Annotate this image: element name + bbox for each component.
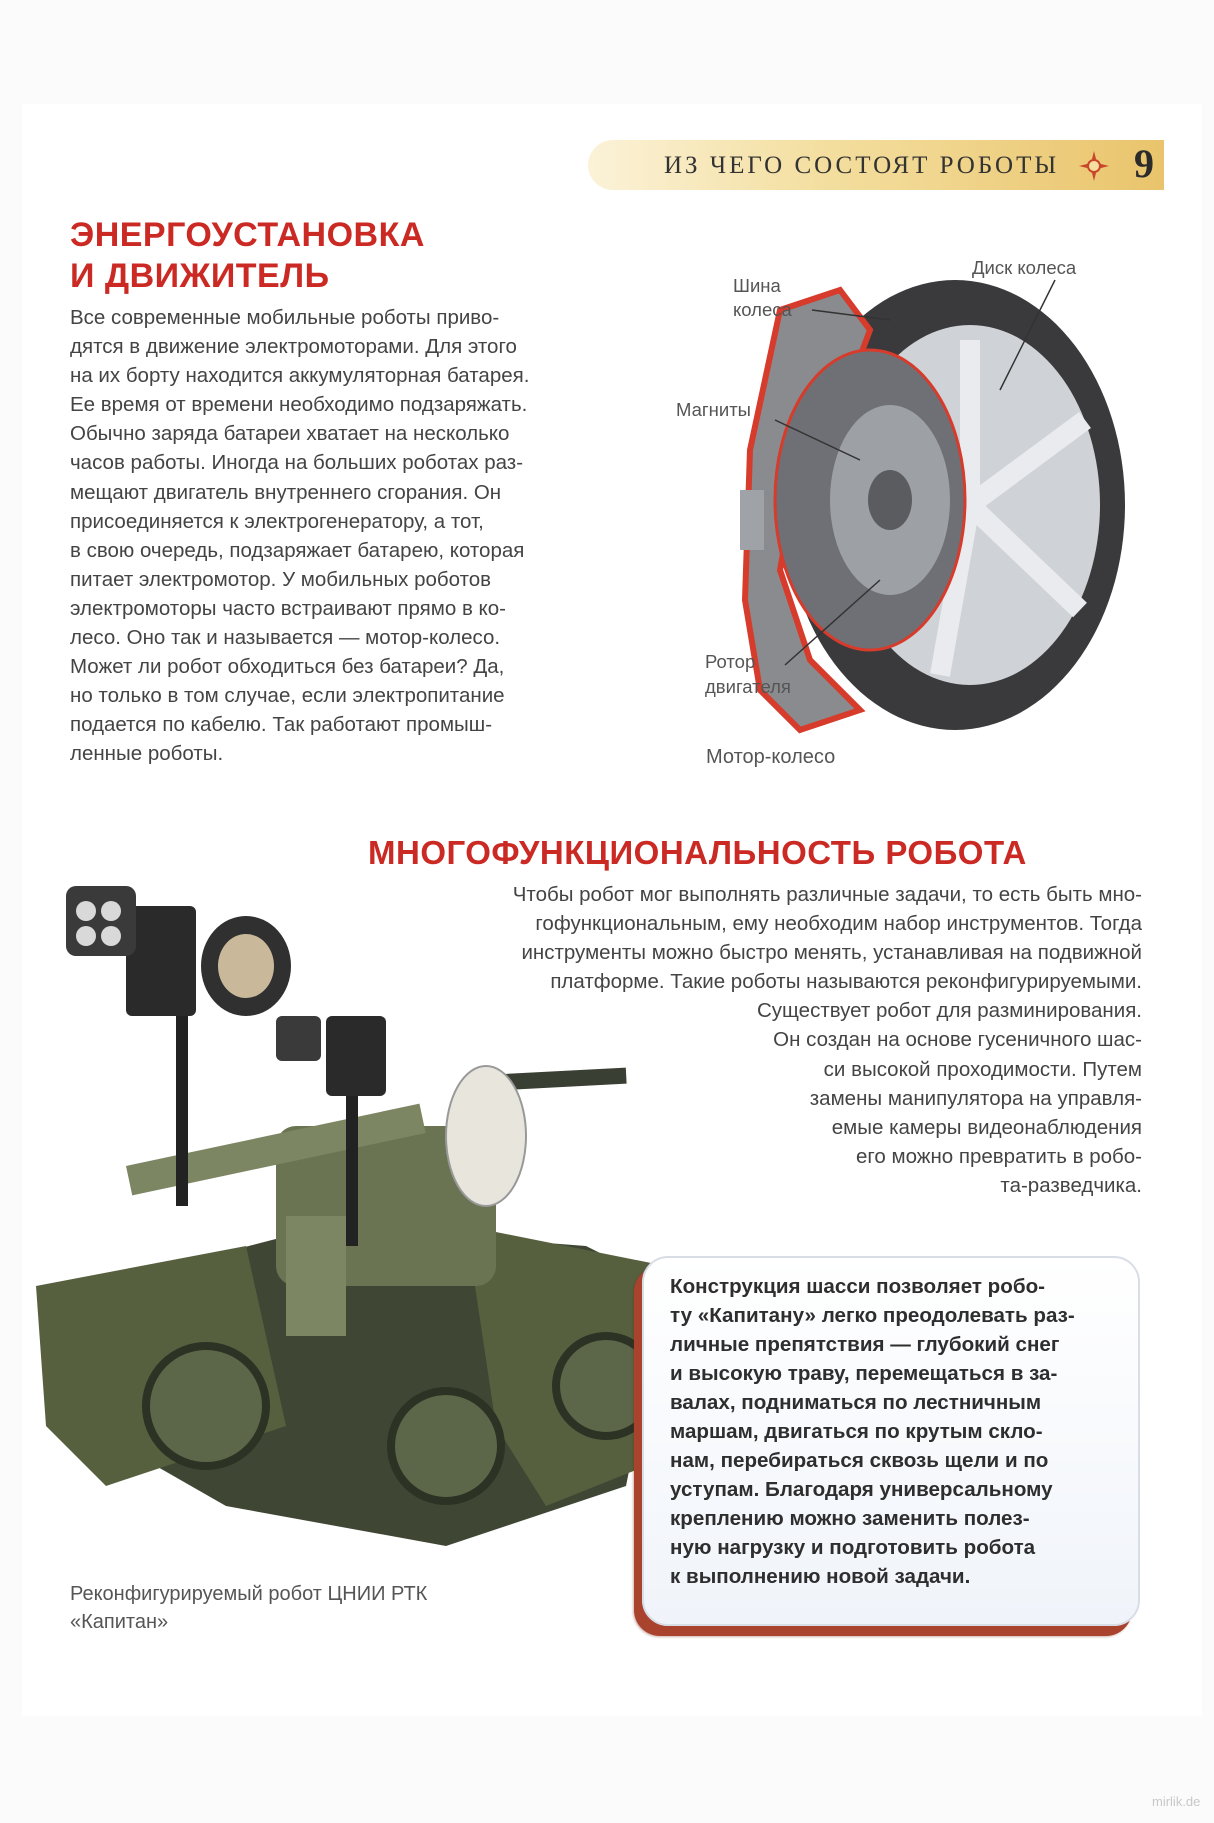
paragraph-line: Чтобы робот мог выполнять различные задачи, то есть быть мно-	[512, 883, 1142, 906]
paragraph-line: платформе. Такие роботы называются реконфигурируемыми.	[550, 970, 1142, 994]
paragraph-line: Существует робот для разминирования.	[756, 999, 1142, 1023]
info-line: маршам, двигаться по крутым скло-	[670, 1420, 1043, 1443]
info-line: Конструкция шасси позволяет робо-	[670, 1275, 1046, 1298]
info-box-text	[670, 1272, 1075, 1591]
paragraph-line: его можно превратить в робо-	[855, 1144, 1142, 1168]
paragraph-line: но только в том случае, если электропитание	[70, 684, 505, 708]
paragraph-line: ленные роботы.	[70, 742, 224, 766]
paragraph-line: си высокой проходимости. Путем	[823, 1057, 1142, 1081]
page-number: 9	[1134, 141, 1154, 186]
paragraph-line: часов работы. Иногда на больших роботах раз-	[70, 451, 524, 475]
paragraph-line: лесо. Оно так и называется — мотор-колесо.	[70, 626, 501, 650]
paragraph-line: инструменты можно быстро менять, устанавливая на подвижной	[521, 941, 1142, 965]
paragraph-line: электромоторы часто встраивают прямо в ко-	[70, 596, 506, 620]
paragraph-line: Может ли робот обходиться без батареи? Да,	[70, 655, 505, 679]
paragraph-line: присоединяется к электрогенератору, а тот,	[70, 509, 484, 533]
section2-heading: МНОГОФУНКЦИОНАЛЬНОСТЬ РОБОТА	[368, 834, 1027, 871]
info-line: ту «Капитану» легко преодолевать раз-	[670, 1304, 1075, 1327]
info-line: личные препятствия — глубокий снег	[670, 1333, 1060, 1356]
paragraph-line: Ее время от времени необходимо подзаряжать.	[70, 393, 528, 417]
robot-caption	[70, 1580, 427, 1636]
robot-caption-line1: Реконфигурируемый робот ЦНИИ РТК	[70, 1583, 428, 1605]
label-tire-line2: колеса	[733, 299, 792, 320]
section1-heading-line2: И ДВИЖИТЕЛЬ	[70, 257, 330, 295]
info-line: валах, подниматься по лестничным	[670, 1391, 1042, 1414]
info-line: ную нагрузку и подготовить робота	[670, 1536, 1036, 1559]
paragraph-line: та-разведчика.	[1000, 1173, 1142, 1197]
paragraph-line: Он создан на основе гусеничного шас-	[773, 1028, 1142, 1052]
info-line: креплению можно заменить полез-	[670, 1507, 1030, 1530]
section-header-title: ИЗ ЧЕГО СОСТОЯТ РОБОТЫ	[664, 152, 1060, 179]
paragraph-line: мещают двигатель внутреннего сгорания. Он	[70, 480, 502, 504]
paragraph-line: Обычно заряда батареи хватает на несколько	[70, 422, 510, 446]
label-disk: Диск колеса	[972, 257, 1077, 278]
paragraph-line: дятся в движение электромоторами. Для этого	[70, 335, 517, 359]
info-line: к выполнению новой задачи.	[670, 1565, 971, 1588]
wheel-caption: Мотор-колесо	[706, 746, 836, 768]
robot-caption-line2: «Капитан»	[70, 1611, 169, 1633]
label-tire-line1: Шина	[733, 275, 781, 296]
section1-heading-line1: ЭНЕРГОУСТАНОВКА	[70, 216, 425, 254]
paragraph-line: гофункциональным, ему необходим набор инструментов. Тогда	[535, 912, 1142, 936]
paragraph-line: в свою очередь, подзаряжает батарею, которая	[70, 538, 525, 562]
paragraph-line: подается по кабелю. Так работают промыш-	[70, 713, 493, 737]
paragraph-line: емые камеры видеонаблюдения	[831, 1115, 1142, 1139]
wheel-leader-lines	[600, 240, 1160, 700]
paragraph-line: Все современные мобильные роботы приво-	[70, 306, 500, 329]
label-rotor-line1: Ротор	[705, 651, 756, 672]
paragraph-line: питает электромотор. У мобильных роботов	[70, 567, 492, 591]
info-line: нам, перебираться сквозь щели и по	[670, 1449, 1049, 1472]
info-line: уступам. Благодаря универсальному	[670, 1478, 1053, 1501]
info-line: и высокую траву, перемещаться в за-	[670, 1362, 1058, 1385]
robot-kapitan-illustration	[26, 866, 686, 1566]
paragraph-line: на их борту находится аккумуляторная батарея.	[70, 364, 530, 388]
compass-ornament-icon	[1078, 150, 1110, 182]
section1-paragraph	[70, 303, 529, 769]
paragraph-line: замены манипулятора на управля-	[809, 1086, 1142, 1110]
label-magnets: Магниты	[676, 399, 751, 420]
label-rotor-line2: двигателя	[705, 676, 791, 697]
watermark: mirlik.de	[1152, 1794, 1201, 1809]
